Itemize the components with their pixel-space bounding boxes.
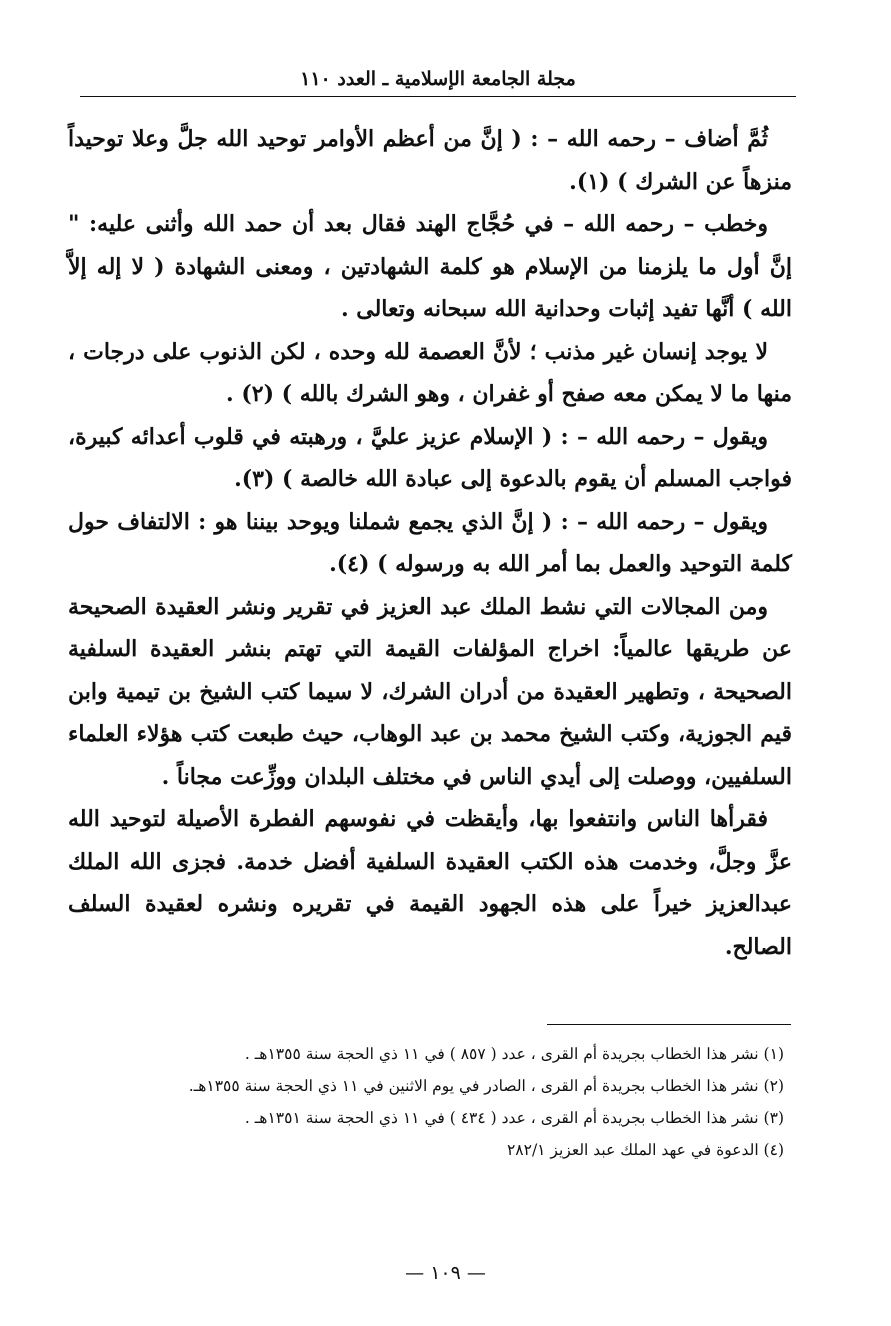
- paragraph: وخطب – رحمه الله – في حُجَّاج الهند فقال بعد أن حمد الله وأثنى عليه: " إنَّ أول ما يلزمنا من الإسلام هو كلمة الشهادتين ، ومعنى الشهادة ( لا إله إلاَّ الله ) أنَّها تفيد إثبات وحدانية الله سبحانه وتعالى .: [68, 211, 792, 322]
- footnote: (٣) نشر هذا الخطاب بجريدة أم القرى ، عدد ( ٤٣٤ ) في ١١ ذي الحجة سنة ١٣٥١هـ .: [244, 1109, 784, 1127]
- footnote-rule: [547, 1024, 791, 1025]
- header-rule: [80, 96, 796, 97]
- paragraph: فقرأها الناس وانتفعوا بها، وأيقظت في نفوسهم الفطرة الأصيلة لتوحيد الله عزَّ وجلَّ، وخدمت هذه الكتب العقيدة السلفية أفضل خدمة. فجزى الله الملك عبدالعزيز خيراً على هذه الجهود القيمة في تقريره ونشره لعقيدة السلف الصالح.: [68, 806, 792, 960]
- footnotes: [72, 1038, 784, 1166]
- running-header: مجلة الجامعة الإسلامية ـ العدد ١١٠: [300, 68, 576, 90]
- footnote: (٢) نشر هذا الخطاب بجريدة أم القرى ، الصادر في يوم الاثنين في ١١ ذي الحجة سنة ١٣٥٥هـ.: [188, 1077, 784, 1095]
- paragraph: ويقول – رحمه الله – : ( الإسلام عزيز عليَّ ، ورهبته في قلوب أعدائه كبيرة، فواجب المسلم أن يقوم بالدعوة إلى عبادة الله خالصة ) (٣).: [68, 423, 792, 492]
- page-number: — ١٠٩ —: [405, 1262, 486, 1284]
- paragraph: ومن المجالات التي نشط الملك عبد العزيز في تقرير ونشر العقيدة الصحيحة عن طريقها عالمياً: اخراج المؤلفات القيمة التي تهتم بنشر العقيدة السلفية الصحيحة ، وتطهير العقيدة من أدران الشرك، لا سيما كتب الشيخ بن تيمية وابن قيم الجوزية، وكتب الشيخ محمد بن عبد الوهاب، حيث طبعت كتب هؤلاء العلماء السلفيين، ووصلت إلى أيدي الناس في مختلف البلدان ووزِّعت مجاناً .: [68, 593, 792, 790]
- paragraph: لا يوجد إنسان غير مذنب ؛ لأنَّ العصمة لله وحده ، لكن الذنوب على درجات ، منها ما لا يمكن معه صفح أو غفران ، وهو الشرك بالله ) (٢) .: [68, 338, 792, 407]
- body-text: [68, 118, 792, 968]
- footnote: (٤) الدعوة في عهد الملك عبد العزيز ٢٨٢/١: [506, 1141, 784, 1159]
- footnote: (١) نشر هذا الخطاب بجريدة أم القرى ، عدد ( ٨٥٧ ) في ١١ ذي الحجة سنة ١٣٥٥هـ .: [244, 1045, 784, 1063]
- paragraph: ويقول – رحمه الله – : ( إنَّ الذي يجمع شملنا ويوحد بيننا هو : الالتفاف حول كلمة التوحيد والعمل بما أمر الله به ورسوله ) (٤).: [68, 508, 792, 577]
- paragraph: ثُمَّ أضاف – رحمه الله – : ( إنَّ من أعظم الأوامر توحيد الله جلَّ وعلا توحيداً منزهاً عن الشرك ) (١).: [68, 126, 792, 195]
